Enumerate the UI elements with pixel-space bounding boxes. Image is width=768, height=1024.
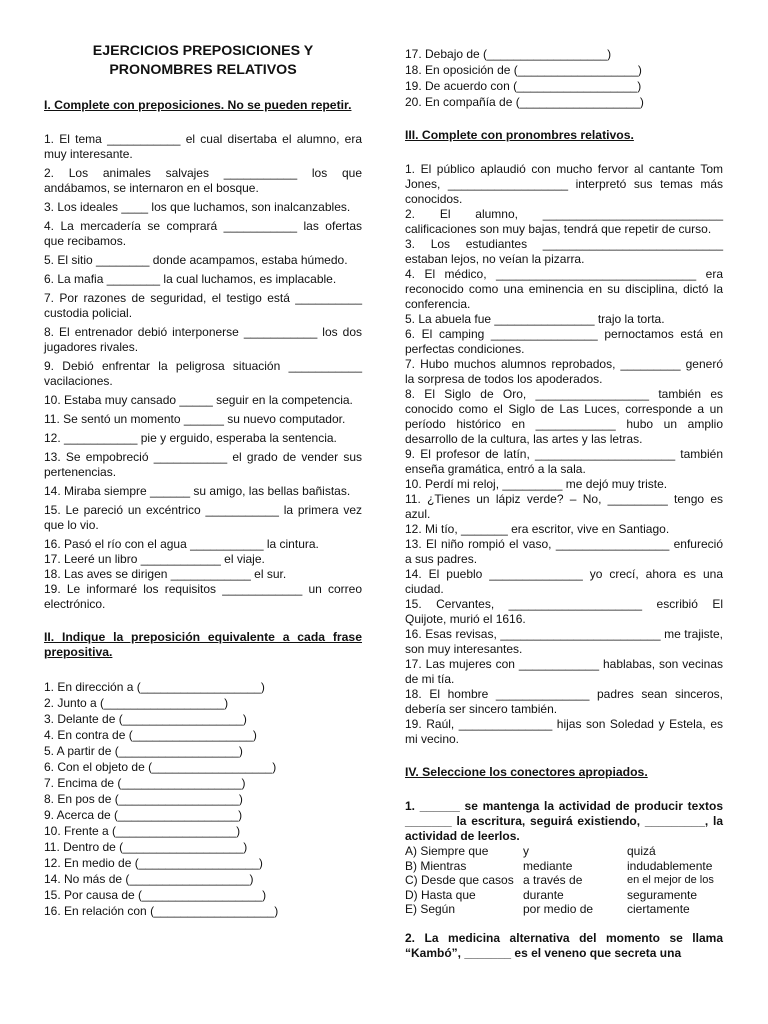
option-cell: y	[523, 844, 529, 858]
exercise-item: 4. La mercadería se comprará ___________ las ofertas que recibamos.	[44, 219, 362, 248]
option-cell: A) Siempre que	[405, 844, 489, 858]
exercise-item: 15. Cervantes, ____________________ escribió El Quijote, murió el 1616.	[405, 597, 723, 626]
section-2-list	[44, 679, 362, 919]
list-item: 5. A partir de (__________________)	[44, 744, 243, 758]
question-2: 2. La medicina alternativa del momento se llama “Kambó”, _______ es el veneno que secreta una	[405, 930, 723, 960]
option-cell: indudablemente	[627, 858, 713, 873]
list-item: 10. Frente a (__________________)	[44, 824, 241, 838]
page-title: EJERCICIOS PREPOSICIONES Y PRONOMBRES RELATIVOS	[92, 43, 314, 78]
list-item: 15. Por causa de (__________________)	[44, 888, 267, 902]
list-item: 3. Delante de (__________________)	[44, 712, 247, 726]
option-cell: durante	[523, 887, 564, 902]
exercise-item: 17. Leeré un libro ____________ el viaje.	[44, 552, 265, 566]
exercise-item: 1. El público aplaudió con mucho fervor al cantante Tom Jones, __________________ interpretó sus temas más conocidos.	[405, 162, 723, 206]
list-item: 18. En oposición de (__________________)	[405, 63, 642, 77]
list-item: 12. En medio de (__________________)	[44, 856, 263, 870]
section-4-heading: IV. Seleccione los conectores apropiados.	[405, 765, 648, 779]
list-item: 20. En compañía de (__________________)	[405, 95, 644, 109]
list-item: 16. En relación con (__________________)	[44, 904, 279, 918]
option-cell: D) Hasta que	[405, 887, 476, 902]
exercise-item: 11. ¿Tienes un lápiz verde? – No, _________ tengo es azul.	[405, 492, 723, 521]
question-1: 1. ______ se mantenga la actividad de producir textos _______ la escritura, seguirá existiendo, _________, la actividad de leerlos.	[405, 799, 723, 843]
list-item: 9. Acerca de (__________________)	[44, 808, 243, 822]
options-table	[405, 844, 723, 917]
exercise-item: 9. Debió enfrentar la peligrosa situación ___________ vacilaciones.	[44, 359, 362, 388]
list-item: 11. Dentro de (__________________)	[44, 840, 248, 854]
list-item: 8. En pos de (__________________)	[44, 792, 243, 806]
option-cell: E) Según	[405, 902, 456, 916]
option-cell: quizá	[627, 844, 656, 858]
option-row	[405, 888, 723, 903]
list-item: 1. En dirección a (__________________)	[44, 680, 265, 694]
section-2-heading: II. Indique la preposición equivalente a cada frase prepositiva.	[44, 630, 362, 659]
exercise-item: 19. Raúl, ______________ hijas son Soledad y Estela, es mi vecino.	[405, 717, 723, 746]
exercise-item: 18. El hombre ______________ padres sean sinceros, debería ser sincero también.	[405, 687, 723, 716]
exercise-item: 18. Las aves se dirigen ____________ el sur.	[44, 567, 287, 581]
section-2-list-continued	[405, 46, 723, 110]
exercise-item: 3. Los ideales ____ los que luchamos, son inalcanzables.	[44, 200, 351, 214]
exercise-item: 13. El niño rompió el vaso, _________________ enfureció a sus padres.	[405, 537, 723, 566]
option-cell: mediante	[523, 858, 573, 873]
option-cell: en el mejor de los	[627, 874, 714, 886]
option-row	[405, 844, 723, 859]
option-row	[405, 873, 723, 888]
exercise-item: 5. El sitio ________ donde acampamos, estaba húmedo.	[44, 253, 348, 267]
option-row	[405, 859, 723, 874]
exercise-item: 17. Las mujeres con ____________ hablabas, son vecinas de mi tía.	[405, 657, 723, 686]
exercise-item: 16. Pasó el río con el agua ___________ la cintura.	[44, 537, 319, 551]
exercise-item: 1. El tema ___________ el cual disertaba el alumno, era muy interesante.	[44, 132, 362, 161]
option-cell: ciertamente	[627, 902, 690, 916]
exercise-item: 12. Mi tío, _______ era escritor, vive en Santiago.	[405, 522, 670, 536]
option-cell: B) Mientras	[405, 858, 467, 873]
list-item: 6. Con el objeto de (__________________)	[44, 760, 277, 774]
left-column	[44, 40, 362, 919]
exercise-item: 12. ___________ pie y erguido, esperaba la sentencia.	[44, 431, 337, 445]
exercise-item: 7. Hubo muchos alumnos reprobados, _________ generó la sorpresa de todos los apoderados.	[405, 357, 723, 386]
exercise-item: 8. El Siglo de Oro, _________________ también es conocido como el Siglo de Las Luces, corresponde a un período histórico en ____________ hubo un amplio desarrollo de la cultura, las artes y las letras.	[405, 387, 723, 446]
exercise-item: 4. El médico, ______________________________ era reconocido como una eminencia en su disciplina, dictó la conferencia.	[405, 267, 723, 311]
list-item: 14. No más de (__________________)	[44, 872, 254, 886]
exercise-item: 10. Estaba muy cansado _____ seguir en la competencia.	[44, 393, 353, 407]
exercise-item: 9. El profesor de latín, _____________________ también enseña gramática, entró a la sala.	[405, 447, 723, 476]
list-item: 19. De acuerdo con (__________________)	[405, 79, 642, 93]
exercise-item: 11. Se sentó un momento ______ su nuevo computador.	[44, 412, 346, 426]
list-item: 2. Junto a (__________________)	[44, 696, 229, 710]
exercise-item: 7. Por razones de seguridad, el testigo está __________ custodia policial.	[44, 291, 362, 320]
exercise-item: 3. Los estudiantes ___________________________ estaban lejos, no veían la pizarra.	[405, 237, 723, 266]
exercise-item: 2. El alumno, ___________________________ calificaciones son muy bajas, tendrá que repetir de curso.	[405, 207, 723, 236]
exercise-item: 13. Se empobreció ___________ el grado de vender sus pertenencias.	[44, 450, 362, 479]
exercise-item: 10. Perdí mi reloj, _________ me dejó muy triste.	[405, 477, 668, 491]
exercise-item: 19. Le informaré los requisitos ____________ un correo electrónico.	[44, 582, 362, 611]
exercise-item: 16. Esas revisas, ________________________ me trajiste, son muy interesantes.	[405, 627, 723, 656]
option-cell: seguramente	[627, 887, 698, 902]
exercise-item: 5. La abuela fue _______________ trajo la torta.	[405, 312, 665, 326]
list-item: 4. En contra de (__________________)	[44, 728, 257, 742]
section-3-heading: III. Complete con pronombres relativos.	[405, 128, 634, 142]
section-1-heading: I. Complete con preposiciones. No se pueden repetir.	[44, 98, 352, 112]
option-cell: a través de	[523, 873, 583, 887]
list-item: 7. Encima de (__________________)	[44, 776, 246, 790]
option-cell: C) Desde que casos	[405, 873, 514, 887]
exercise-item: 6. La mafia ________ la cual luchamos, es implacable.	[44, 272, 337, 286]
exercise-item: 14. Miraba siempre ______ su amigo, las bellas bañistas.	[44, 484, 351, 498]
exercise-item: 8. El entrenador debió interponerse ___________ los dos jugadores rivales.	[44, 325, 362, 354]
option-row	[405, 902, 723, 917]
exercise-item: 2. Los animales salvajes ___________ los que andábamos, se internaron en el bosque.	[44, 166, 362, 195]
option-cell: por medio de	[523, 902, 594, 916]
right-column	[405, 46, 723, 961]
exercise-item: 15. Le pareció un excéntrico ___________ la primera vez que lo vio.	[44, 503, 362, 532]
exercise-item: 14. El pueblo ______________ yo crecí, ahora es una ciudad.	[405, 567, 723, 596]
exercise-item: 6. El camping ________________ pernoctamos está en perfectas condiciones.	[405, 327, 723, 356]
list-item: 17. Debajo de (__________________)	[405, 47, 612, 61]
